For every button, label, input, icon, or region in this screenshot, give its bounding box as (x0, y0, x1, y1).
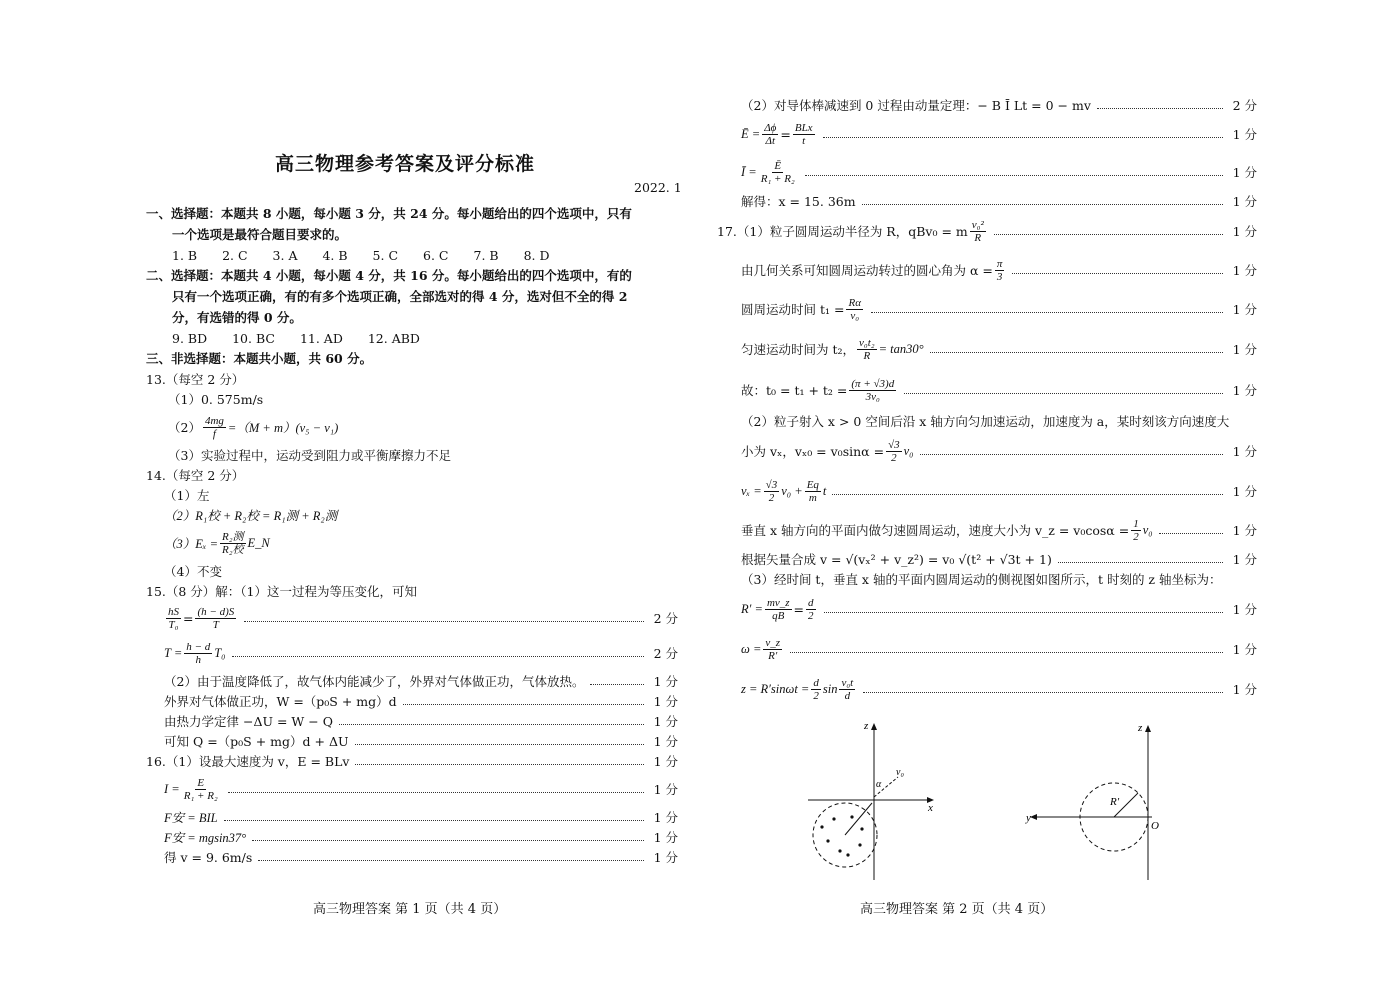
q13-answer-2: （2） $\frac{4mg}{f}$ =（M + m）(v₅ − v₁) (168, 414, 339, 440)
q14-answer-1: （1）左 (164, 488, 210, 503)
r-line-11: 小为 vₓ，vₓ₀ = v₀sinα = $\frac{√3}{2}$ v₀ 1 分 (741, 438, 1257, 464)
fig1-alpha-label: α (876, 779, 882, 790)
fig1-z-label: z (864, 720, 869, 732)
q16-line-4: F安 = mgsin37° 1 分 (164, 830, 678, 845)
date: 2022. 1 (634, 180, 682, 195)
fig1-x-label: x (928, 802, 933, 814)
r-line-17: ω = $\frac{v\_z}{R'}$ 1 分 (741, 636, 1257, 662)
fig2-y-label: y (1026, 812, 1031, 824)
r-line-5: 17.（1）粒子圆周运动半径为 R，qBv₀ = m $\frac{\text{v₀²}}{R}$ 1 分 (717, 218, 1257, 244)
figure-xz-trajectory (800, 715, 950, 885)
section-2-heading-cont2: 分，有选错的得 0 分。 (172, 310, 302, 325)
q16-line-5: 得 v = 9. 6m/s 1 分 (164, 850, 678, 865)
q13-heading: 13.（每空 2 分） (146, 372, 245, 387)
page-title: 高三物理参考答案及评分标准 (275, 153, 536, 175)
q16-line-1: 16.（1）设最大速度为 v，E = BLv 1 分 (146, 754, 678, 769)
q16-line-3: F安 = BIL 1 分 (164, 810, 678, 825)
left-footer: 高三物理答案 第 1 页（共 4 页） (313, 902, 507, 917)
q15-eq-1: $\frac{hS}{\text{T₀}}$ = $\frac{(h - d)S}{T}$ 2 分 (168, 605, 678, 631)
r-line-15: （3）经时间 t，垂直 x 轴的平面内圆周运动的侧视图如图所示，t 时刻的 z 轴坐标为： (741, 572, 1222, 587)
q13-answer-3: （3）实验过程中，运动受到阻力或平衡摩擦力不足 (168, 448, 451, 463)
r-line-12: vₓ = $\frac{√3}{2}$ v₀ + $\frac{Eq}{m}$ t 1 分 (741, 478, 1257, 504)
fig2-z-label: z (1138, 722, 1143, 734)
r-line-1: （2）对导体棒减速到 0 过程由动量定理：− B Ī Lt = 0 − mv 2 分 (741, 98, 1257, 113)
r-line-9: 故：t₀ = t₁ + t₂ = $\frac{(\pi + √3)d}{\text{3v₀}}$ 1 分 (741, 377, 1257, 403)
r-line-8: 匀速运动时间为 t₂， $\frac{\text{v₀t₂}}{R}$ = tan30° 1 分 (741, 336, 1257, 362)
r-line-3: Ī = $\frac{Ē}{\text{R₁ + R₂}}$ 1 分 (741, 159, 1257, 185)
section-1-heading-cont: 一个选项是最符合题目要求的。 (172, 227, 348, 242)
r-line-16: R′ = $\frac{mv\_z}{qB}$ = $\frac{d}{2}$ 1 分 (741, 596, 1257, 622)
q13-answer-1: （1）0. 575m/s (168, 392, 264, 407)
fig2-origin-label: O (1151, 820, 1159, 832)
r-line-2: Ē = $\frac{\Delta\phi}{\Delta t}$ = $\frac{\text{BLx}}{t}$ 1 分 (741, 121, 1257, 147)
q14-answer-2: （2）R₁校 + R₂校 = R₁测 + R₂测 (164, 509, 338, 523)
q15-line-2: （2）由于温度降低了，故气体内能减少了，外界对气体做正功，气体放热。 1 分 (164, 674, 678, 689)
section-2-heading: 二、选择题：本题共 4 小题，每小题 4 分，共 16 分。每小题给出的四个选项中，有的 (146, 268, 632, 283)
q15-line-5: 可知 Q =（p₀S + mg）d + ΔU 1 分 (164, 734, 678, 749)
right-column (717, 95, 1257, 709)
fig1-field-dots (820, 815, 863, 856)
figure-yz-sideview (1020, 715, 1170, 885)
q15-heading: 15.（8 分）解：（1）这一过程为等压变化，可知 (146, 584, 418, 599)
r-line-6: 由几何关系可知圆周运动转过的圆心角为 α = $\frac{\pi}{3}$ 1 分 (741, 257, 1257, 283)
q14-answer-4: （4）不变 (164, 564, 222, 579)
right-footer: 高三物理答案 第 2 页（共 4 页） (860, 902, 1054, 917)
section-1-heading: 一、选择题：本题共 8 小题，每小题 3 分，共 24 分。每小题给出的四个选项中，只有 (146, 206, 632, 221)
fig1-v0-label: v₀ (896, 767, 904, 778)
answers-choice-1: 1. B 2. C 3. A 4. B 5. C 6. C 7. B 8. D (172, 248, 550, 263)
r-line-4: 解得：x = 15. 36m 1 分 (741, 194, 1257, 209)
q15-line-3: 外界对气体做正功，W =（p₀S + mg）d 1 分 (164, 694, 678, 709)
r-line-10: （2）粒子射入 x > 0 空间后沿 x 轴方向匀加速运动，加速度为 a，某时刻该方向速度大 (741, 414, 1230, 429)
q15-eq-2: T = $\frac{h - d}{h}$ T₀ 2 分 (164, 640, 678, 666)
fig2-y-arrow (1030, 814, 1037, 820)
r-line-14: 根据矢量合成 v = √(vₓ² + v_z²) = v₀ √(t² + √3t + 1) 1 分 (741, 552, 1257, 567)
fig1-radius (845, 803, 872, 835)
q15-line-4: 由热力学定律 −ΔU = W − Q 1 分 (164, 714, 678, 729)
q16-line-2: I = $\frac{E}{\text{R₁ + R₂}}$ 1 分 (164, 776, 678, 802)
q14-answer-3: （3）Eₓ = $\frac{\text{R₂测}}{\text{R₂校}}$ E_N (164, 530, 270, 556)
fig1-z-arrow (871, 723, 877, 730)
r-line-13: 垂直 x 轴方向的平面内做匀速圆周运动，速度大小为 v_z = v₀cosα = $\frac{1}{2}$ v₀ 1 分 (741, 517, 1257, 543)
r-line-7: 圆周运动时间 t₁ = $\frac{R\alpha}{\text{v₀}}$ 1 分 (741, 296, 1257, 322)
answers-choice-2: 9. BD 10. BC 11. AD 12. ABD (172, 331, 420, 346)
section-3-heading: 三、非选择题：本题共小题，共 60 分。 (146, 351, 373, 366)
section-2-heading-cont: 只有一个选项正确，有的有多个选项正确，全部选对的得 4 分，选对但不全的得 2 (172, 289, 628, 304)
fig2-z-arrow (1145, 725, 1151, 732)
q14-heading: 14.（每空 2 分） (146, 468, 245, 483)
left-column (146, 203, 678, 867)
r-line-18: z = R′sinωt = $\frac{d}{2}$ sin $\frac{\text{v₀t}}{d}$ 1 分 (741, 676, 1257, 702)
fig2-r-label: R′ (1110, 796, 1120, 808)
